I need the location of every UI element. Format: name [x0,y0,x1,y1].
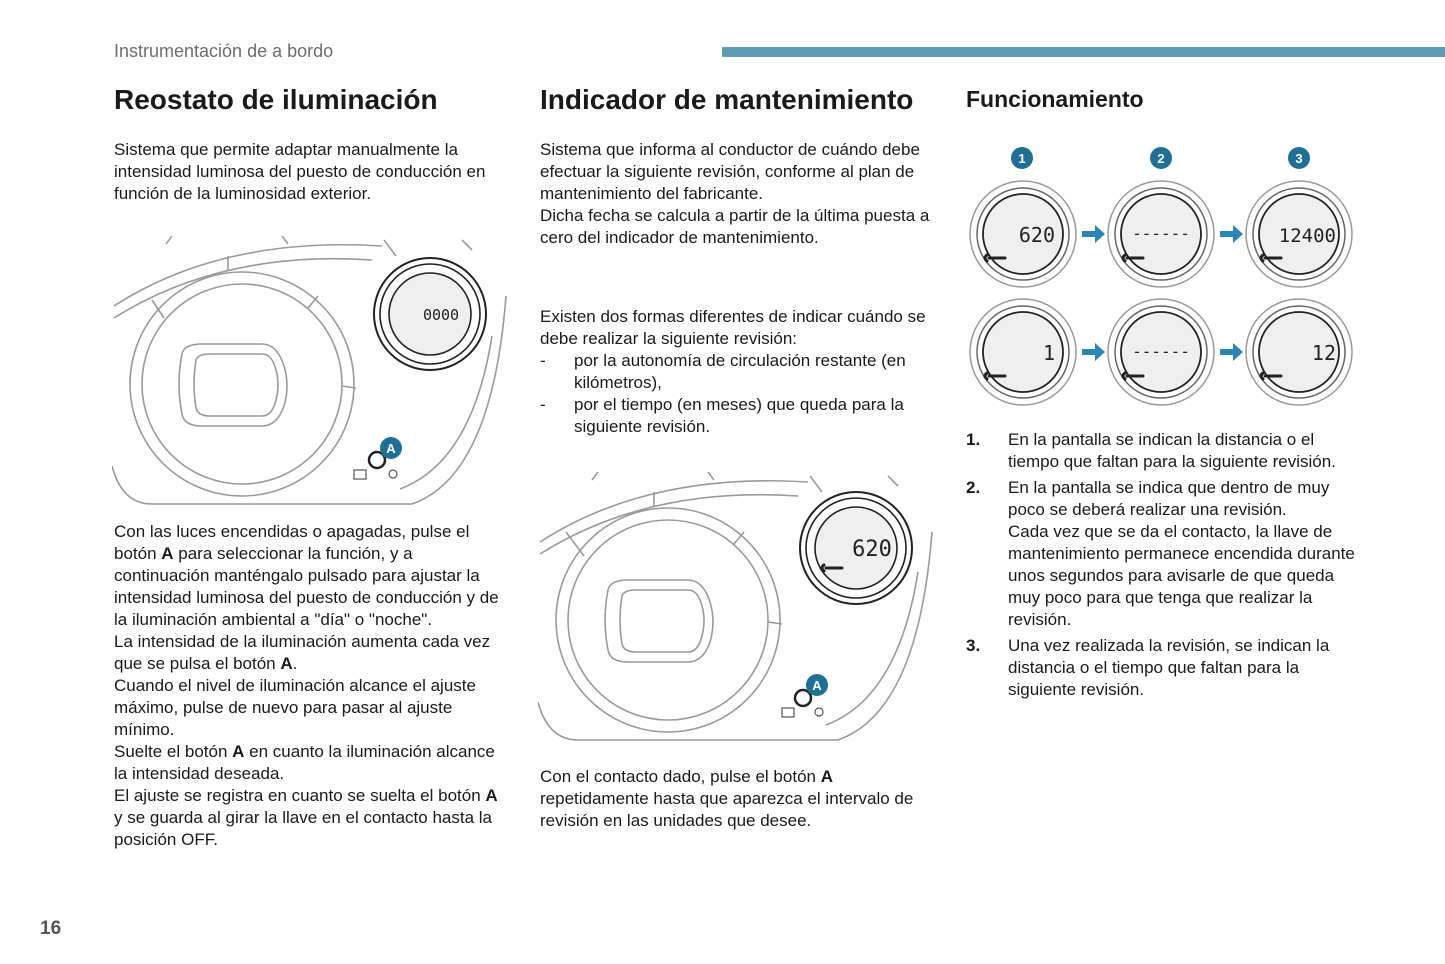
left-body [114,521,506,851]
middle-forms: Existen dos formas diferentes de indicar cuándo se debe realizar la siguiente revisión: - por la autonomía de circulación restante (en kilómetros), - por el tiempo (en meses) que queda para la siguiente revisión. [540,306,938,438]
left-body-para: Suelte el botón A en cuanto la iluminación alcance la intensidad deseada. [114,742,495,783]
list-item: - por el tiempo (en meses) que queda para la siguiente revisión. [540,395,904,436]
list-item: 1. En la pantalla se indican la distancia o el tiempo que faltan para la siguiente revisión. [966,430,1336,471]
arrow-right-icon [1082,225,1105,243]
maintenance-sequence-diagram [960,140,1360,412]
dial-row2-step3 [1246,299,1352,405]
dial-value: 12400 [1278,225,1336,247]
list-item: - por la autonomía de circulación restante (en kilómetros), [540,351,906,392]
dial-value: 1 [1042,341,1055,365]
list-item: 3. Una vez realizada la revisión, se indican la distancia o el tiempo que faltan para la siguiente revisión. [966,636,1330,699]
svg-text:3: 3 [1295,151,1303,166]
middle-footer-text: Con el contacto dado, pulse el botón A repetidamente hasta que aparezca el intervalo de revisión en las unidades que desee. [540,767,914,830]
right-title: Funcionamiento [966,86,1144,112]
dimmer-display-value: 0000 [422,306,460,324]
svg-text:A: A [386,441,396,456]
dial-row2-step1 [970,299,1076,405]
left-body-para: Con las luces encendidas o apagadas, pulse el botón A para seleccionar la función, y a continuación manténgalo pulsado para ajustar la intensidad luminosa del puesto de conducción y de la iluminación ambiental a "día" o "noche". [114,522,499,629]
dial-value: ------ [1132,224,1190,243]
left-body-para: La intensidad de la iluminación aumenta cada vez que se pulsa el botón A. [114,632,491,673]
svg-text:2: 2 [1157,151,1165,166]
middle-title: Indicador de mantenimiento [540,84,914,115]
list-item: 2. En la pantalla se indica que dentro de muy poco se deberá realizar una revisión. Cada vez que se da el contacto, la llave de mantenimiento permanece encendida durante unos segundos para avisarle de que queda muy poco para que tenga que realizar la revisión. [966,478,1355,629]
middle-intro: Sistema que informa al conductor de cuándo debe efectuar la siguiente revisión, conforme al plan de mantenimiento del fabricante. Dicha fecha se calcula a partir de la última puesta a cero del indicador de mantenimiento. [540,140,930,247]
arrow-right-icon [1220,225,1243,243]
maintenance-display-value: 620 [852,537,892,562]
dial-value: ------ [1132,342,1190,361]
header-accent-bar [722,47,1445,57]
dial-value: 12 [1311,341,1336,365]
left-body-para: El ajuste se registra en cuanto se suelta el botón A y se guarda al girar la llave en el contacto hasta la posición OFF. [114,786,498,849]
page-number: 16 [40,918,62,939]
svg-text:1: 1 [1018,151,1026,166]
dashboard-illustration-dimmer [112,236,508,508]
dashboard-illustration-maintenance [538,472,934,744]
section-header: Instrumentación de a bordo [114,41,334,61]
arrow-right-icon [1220,343,1243,361]
arrow-right-icon [1082,343,1105,361]
svg-text:A: A [812,678,822,693]
left-intro: Sistema que permite adaptar manualmente la intensidad luminosa del puesto de conducción en función de la luminosidad exterior. [114,140,486,203]
dial-value: 620 [1018,223,1055,247]
left-title: Reostato de iluminación [114,84,438,115]
steps-list [966,429,1366,705]
left-body-para: Cuando el nivel de iluminación alcance el ajuste máximo, pulse de nuevo para pasar al ajuste mínimo. [114,676,476,739]
